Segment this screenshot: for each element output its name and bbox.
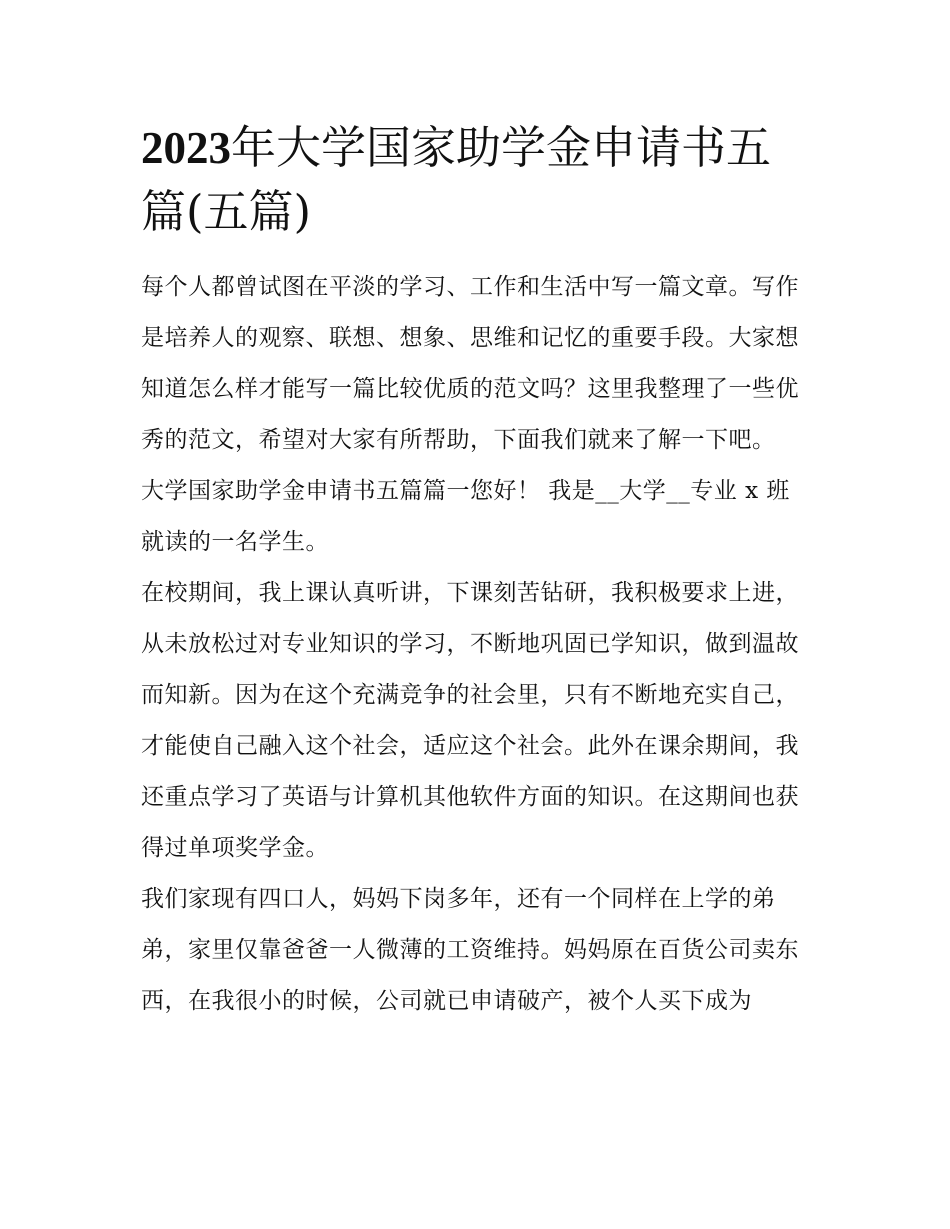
title-year: 2023 (141, 123, 231, 173)
title-text: 年大学国家助学金申请书五篇(五篇) (141, 121, 772, 238)
paragraph-intro: 每个人都曾试图在平淡的学习、工作和生活中写一篇文章。写作是培养人的观察、联想、想象、思维和记忆的重要手段。大家想知道怎么样才能写一篇比较优质的范文吗？这里我整理了一些优秀的范文，希望对大家有所帮助，下面我们就来了解一下吧。 (141, 274, 799, 453)
paragraph-greeting: 大学国家助学金申请书五篇篇一您好！ 我是__大学__专业 x 班就读的一名学生。 (141, 478, 790, 555)
document-title (141, 116, 813, 244)
paragraph-family: 我们家现有四口人，妈妈下岗多年，还有一个同样在上学的弟弟，家里仅靠爸爸一人微薄的工资维持。妈妈原在百货公司卖东西，在我很小的时候，公司就已申请破产，被个人买下成为 (141, 886, 799, 1014)
document-body (141, 262, 813, 1027)
paragraph-study: 在校期间，我上课认真听讲，下课刻苦钻研，我积极要求上进，从未放松过对专业知识的学习，不断地巩固已学知识，做到温故而知新。因为在这个充满竞争的社会里，只有不断地充实自己，才能使自己融入这个社会，适应这个社会。此外在课余期间，我还重点学习了英语与计算机其他软件方面的知识。在这期间也获得过单项奖学金。 (141, 580, 799, 861)
document-content (141, 116, 813, 1027)
